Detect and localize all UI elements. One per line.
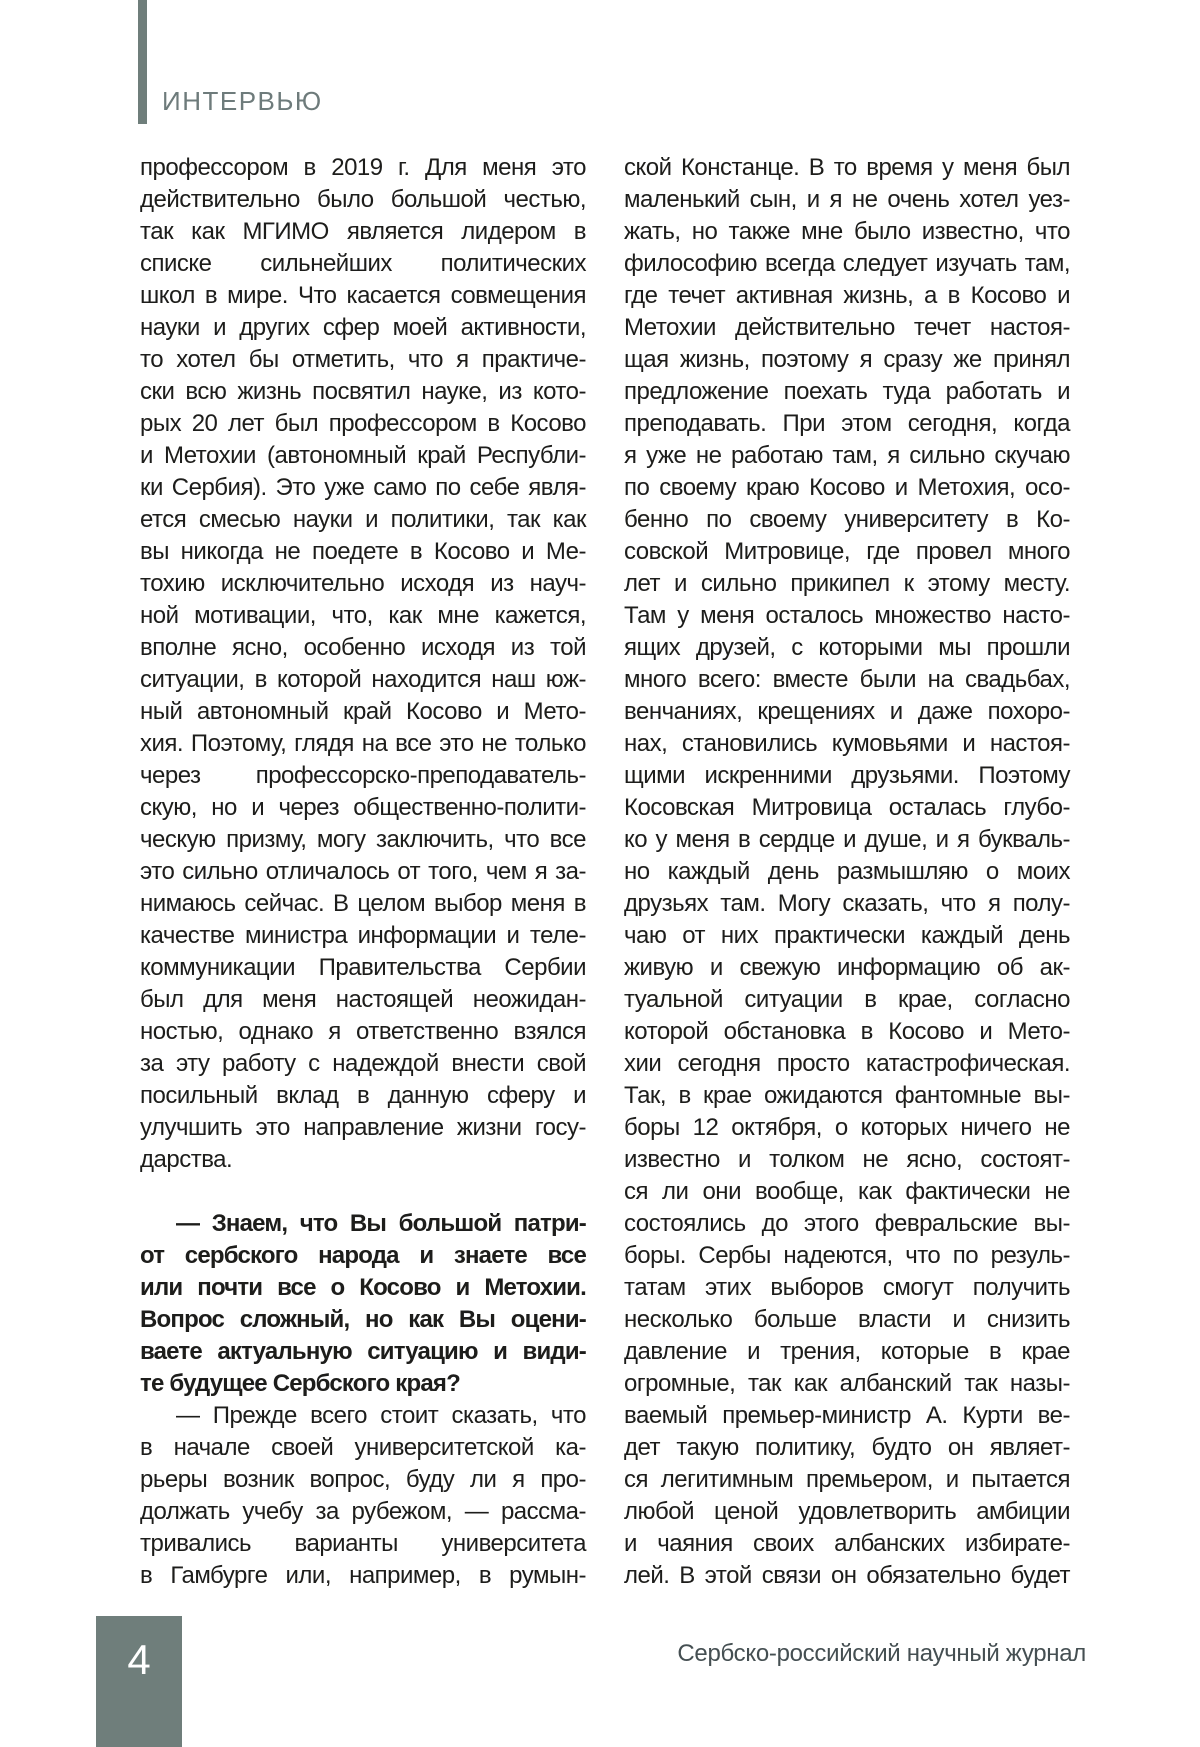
text-line: в Гамбурге или, например, в румын- (140, 1562, 586, 1589)
text-line: Метохии действительно течет настоя- (624, 314, 1070, 341)
text-line: ящих друзей, с которыми мы прошли (624, 634, 1070, 661)
text-line: ется смесью науки и политики, так как (140, 506, 586, 533)
text-line: списке сильнейших политических (140, 250, 586, 277)
paragraph (140, 1400, 586, 1592)
text-line: нимаюсь сейчас. В целом выбор меня в (140, 890, 586, 917)
text-line: ся ли они вообще, как фактически не (624, 1178, 1070, 1205)
text-line: ской Констанце. В то время у меня был (624, 154, 1070, 181)
text-line: огромные, так как албанский так назы- (624, 1370, 1070, 1397)
text-line: щими искренними друзьями. Поэтому (624, 762, 1070, 789)
text-line: но каждый день размышляю о моих (624, 858, 1070, 885)
text-line: несколько больше власти и снизить (624, 1306, 1070, 1333)
text-line: философию всегда следует изучать там, (624, 250, 1070, 277)
text-line: лей. В этой связи он обязательно будет (624, 1562, 1070, 1589)
text-line: ваемый премьер-министр А. Курти ве- (624, 1402, 1070, 1429)
text-line: тохию исключительно исходя из науч- (140, 570, 586, 597)
text-line: ко у меня в сердце и душе, и я букваль- (624, 826, 1070, 853)
text-line: то хотел бы отметить, что я практиче- (140, 346, 586, 373)
text-line: хия. Поэтому, глядя на все это не только (140, 730, 586, 757)
text-line: туальной ситуации в крае, согласно (624, 986, 1070, 1013)
text-line: преподавать. При этом сегодня, когда (624, 410, 1070, 437)
text-line: улучшить это направление жизни госу- (140, 1114, 586, 1141)
text-line: за эту работу с надеждой внести свой (140, 1050, 586, 1077)
text-line: Вопрос сложный, но как Вы оцени- (140, 1306, 586, 1333)
article-body (140, 152, 1070, 1592)
text-line: давление и трения, которые в крае (624, 1338, 1070, 1365)
text-line: Косовская Митровица осталась глубо- (624, 794, 1070, 821)
text-line: жать, но также мне было известно, что (624, 218, 1070, 245)
text-line: бенно по своему университету в Ко- (624, 506, 1070, 533)
text-line: боры. Сербы надеются, что по резуль- (624, 1242, 1070, 1269)
text-line: через профессорско-преподаватель- (140, 762, 586, 789)
text-line: ной мотивации, что, как мне кажется, (140, 602, 586, 629)
text-line: предложение поехать туда работать и (624, 378, 1070, 405)
text-line: ваете актуальную ситуацию и види- (140, 1338, 586, 1365)
text-line: ски всю жизнь посвятил науке, из кото- (140, 378, 586, 405)
text-line: щая жизнь, поэтому я сразу же принял (624, 346, 1070, 373)
page-number-block (96, 1616, 182, 1747)
text-line: хии сегодня просто катастрофическая. (624, 1050, 1070, 1077)
text-line: ностью, однако я ответственно взялся (140, 1018, 586, 1045)
paragraph (140, 152, 586, 1176)
text-line: чаю от них практически каждый день (624, 922, 1070, 949)
text-line: тривались варианты университета (140, 1530, 586, 1557)
text-line: профессором в 2019 г. Для меня это (140, 154, 586, 181)
page-number: 4 (127, 1636, 151, 1683)
text-line: живую и свежую информацию об ак- (624, 954, 1070, 981)
text-line: друзьях там. Могу сказать, что я полу- (624, 890, 1070, 917)
left-column (140, 152, 586, 1592)
text-line: — Прежде всего стоит сказать, что (176, 1402, 586, 1429)
question-paragraph (140, 1208, 586, 1400)
text-line: это сильно отличалось от того, чем я за- (140, 858, 586, 885)
text-line: посильный вклад в данную сферу и (140, 1082, 586, 1109)
text-line: — Знаем, что Вы большой патри- (176, 1210, 586, 1237)
text-line: коммуникации Правительства Сербии (140, 954, 586, 981)
text-line: ный автономный край Косово и Мето- (140, 698, 586, 725)
text-line: действительно было большой честью, (140, 186, 586, 213)
text-line: лет и сильно прикипел к этому месту. (624, 570, 1070, 597)
text-line: скую, но и через общественно-полити- (140, 794, 586, 821)
text-line: те будущее Сербского края? (140, 1370, 460, 1397)
text-line: науки и других сфер моей активности, (140, 314, 586, 341)
text-line: татам этих выборов смогут получить (624, 1274, 1070, 1301)
text-line: был для меня настоящей неожидан- (140, 986, 586, 1013)
text-line: или почти все о Косово и Метохии. (140, 1274, 586, 1301)
text-line: должать учебу за рубежом, — рассма- (140, 1498, 586, 1525)
text-line: дарства. (140, 1146, 233, 1173)
text-line: рьеры возник вопрос, буду ли я про- (140, 1466, 586, 1493)
text-line: нах, становились кумовьями и настоя- (624, 730, 1070, 757)
text-line: которой обстановка в Косово и Мето- (624, 1018, 1070, 1045)
text-line: и Метохии (автономный край Республи- (140, 442, 586, 469)
journal-title-footer: Сербско-российский научный журнал (677, 1640, 1086, 1667)
text-line: я уже не работаю там, я сильно скучаю (624, 442, 1070, 469)
text-line: и чаяния своих албанских избирате- (624, 1530, 1070, 1557)
text-line: по своему краю Косово и Метохия, осо- (624, 474, 1070, 501)
text-line: ки Сербия). Это уже само по себе явля- (140, 474, 586, 501)
text-line: маленький сын, и я не очень хотел уез- (624, 186, 1070, 213)
text-line: в начале своей университетской ка- (140, 1434, 586, 1461)
text-line: от сербского народа и знаете все (140, 1242, 586, 1269)
paragraph (624, 152, 1070, 1592)
text-line: где течет активная жизнь, а в Косово и (624, 282, 1070, 309)
text-line: ситуации, в которой находится наш юж- (140, 666, 586, 693)
text-line: школ в мире. Что касается совмещения (140, 282, 586, 309)
text-line: Так, в крае ожидаются фантомные вы- (624, 1082, 1070, 1109)
text-line: любой ценой удовлетворить амбиции (624, 1498, 1070, 1525)
text-line: вполне ясно, особенно исходя из той (140, 634, 586, 661)
text-line: вы никогда не поедете в Косово и Ме- (140, 538, 586, 565)
text-line: ческую призму, могу заключить, что все (140, 826, 586, 853)
section-label: ИНТЕРВЬЮ (162, 86, 323, 116)
text-line: венчаниях, крещениях и даже похоро- (624, 698, 1070, 725)
text-line: качестве министра информации и теле- (140, 922, 586, 949)
text-line: много всего: вместе были на свадьбах, (624, 666, 1070, 693)
right-column (624, 152, 1070, 1592)
text-line: совской Митровице, где провел много (624, 538, 1070, 565)
text-line: боры 12 октября, о которых ничего не (624, 1114, 1070, 1141)
text-line: дет такую политику, будто он являет- (624, 1434, 1070, 1461)
text-line: состоялись до этого февральские вы- (624, 1210, 1070, 1237)
text-line: ся легитимным премьером, и пытается (624, 1466, 1070, 1493)
section-accent-bar (138, 0, 147, 124)
text-line: известно и толком не ясно, состоят- (624, 1146, 1070, 1173)
text-line: Там у меня осталось множество насто- (624, 602, 1070, 629)
text-line: рых 20 лет был профессором в Косово (140, 410, 586, 437)
text-line: так как МГИМО является лидером в (140, 218, 586, 245)
